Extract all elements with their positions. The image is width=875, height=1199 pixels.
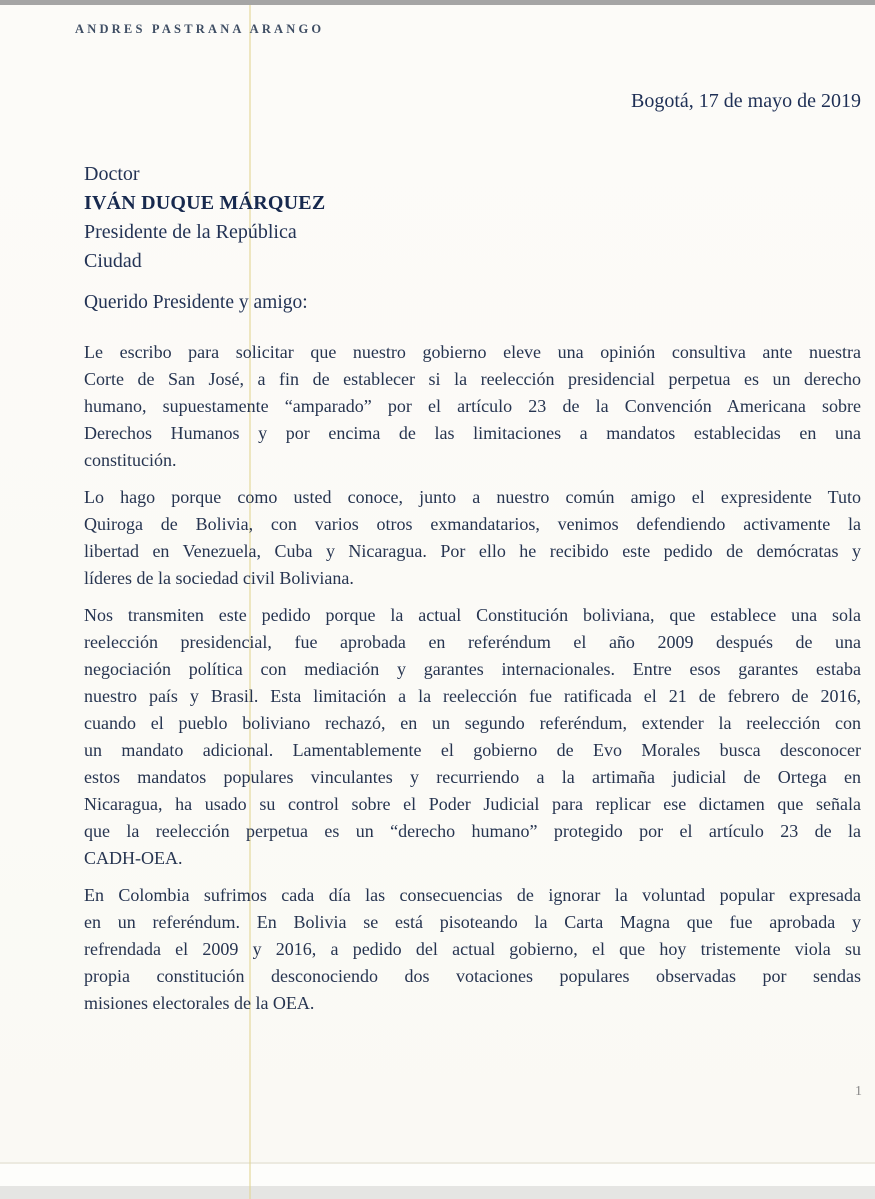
salutation: Querido Presidente y amigo: <box>84 292 308 313</box>
text-line: Quiroga de Bolivia, con varios otros exmandatarios, venimos defendiendo activamente la <box>84 514 861 534</box>
text-line: Le escribo para solicitar que nuestro gobierno eleve una opinión consultiva ante nuestra <box>84 342 861 362</box>
text-line: Corte de San José, a fin de establecer si la reelección presidencial perpetua es un derecho <box>84 369 861 389</box>
paragraph-2 <box>84 484 861 592</box>
paragraph-1 <box>84 339 861 474</box>
text-line: estos mandatos populares vinculantes y recurriendo a la artimaña judicial de Ortega en <box>84 767 861 787</box>
text-line: constitución. <box>84 450 177 470</box>
page-number: 1 <box>855 1084 862 1099</box>
letter-body <box>84 339 861 1017</box>
date-line: Bogotá, 17 de mayo de 2019 <box>631 90 861 112</box>
text-line: en un referéndum. En Bolivia se está pisoteando la Carta Magna que fue aprobada y <box>84 912 861 932</box>
text-line: un mandato adicional. Lamentablemente el gobierno de Evo Morales busca desconocer <box>84 740 861 760</box>
paragraph-4 <box>84 882 861 1017</box>
text-line: que la reelección perpetua es un “derecho humano” protegido por el artículo 23 de la <box>84 821 861 841</box>
text-line: Derechos Humanos y por encima de las limitaciones a mandatos establecidas en una <box>84 423 861 443</box>
text-line: misiones electorales de la OEA. <box>84 993 315 1013</box>
text-line: En Colombia sufrimos cada día las consecuencias de ignorar la voluntad popular expresada <box>84 885 861 905</box>
scan-top-edge-bar <box>0 0 875 5</box>
recipient-city: Ciudad <box>84 250 142 272</box>
recipient-block <box>84 160 325 276</box>
text-line: propia constitución desconociendo dos votaciones populares observadas por sendas <box>84 966 861 986</box>
letterhead-name: ANDRES PASTRANA ARANGO <box>75 22 325 36</box>
text-line: negociación política con mediación y garantes internacionales. Entre esos garantes estaba <box>84 659 861 679</box>
recipient-name: IVÁN DUQUE MÁRQUEZ <box>84 192 326 214</box>
text-line: CADH-OEA. <box>84 848 183 868</box>
paragraph-3 <box>84 602 861 872</box>
text-line: líderes de la sociedad civil Boliviana. <box>84 568 354 588</box>
text-line: Nicaragua, ha usado su control sobre el Poder Judicial para replicar ese dictamen que señala <box>84 794 861 814</box>
text-line: Nos transmiten este pedido porque la actual Constitución boliviana, que establece una sola <box>84 605 861 625</box>
text-line: nuestro país y Brasil. Esta limitación a la reelección fue ratificada el 21 de febrero de 2016, <box>84 686 861 706</box>
text-line: reelección presidencial, fue aprobada en referéndum el año 2009 después de una <box>84 632 861 652</box>
text-line: cuando el pueblo boliviano rechazó, en un segundo referéndum, extender la reelección con <box>84 713 861 733</box>
text-line: Lo hago porque como usted conoce, junto a nuestro común amigo el expresidente Tuto <box>84 487 861 507</box>
recipient-role: Presidente de la República <box>84 221 297 243</box>
text-line: libertad en Venezuela, Cuba y Nicaragua. Por ello he recibido este pedido de demócratas y <box>84 541 861 561</box>
recipient-title: Doctor <box>84 163 140 185</box>
text-line: refrendada el 2009 y 2016, a pedido del actual gobierno, el que hoy tristemente viola su <box>84 939 861 959</box>
text-line: humano, supuestamente “amparado” por el artículo 23 de la Convención Americana sobre <box>84 396 861 416</box>
